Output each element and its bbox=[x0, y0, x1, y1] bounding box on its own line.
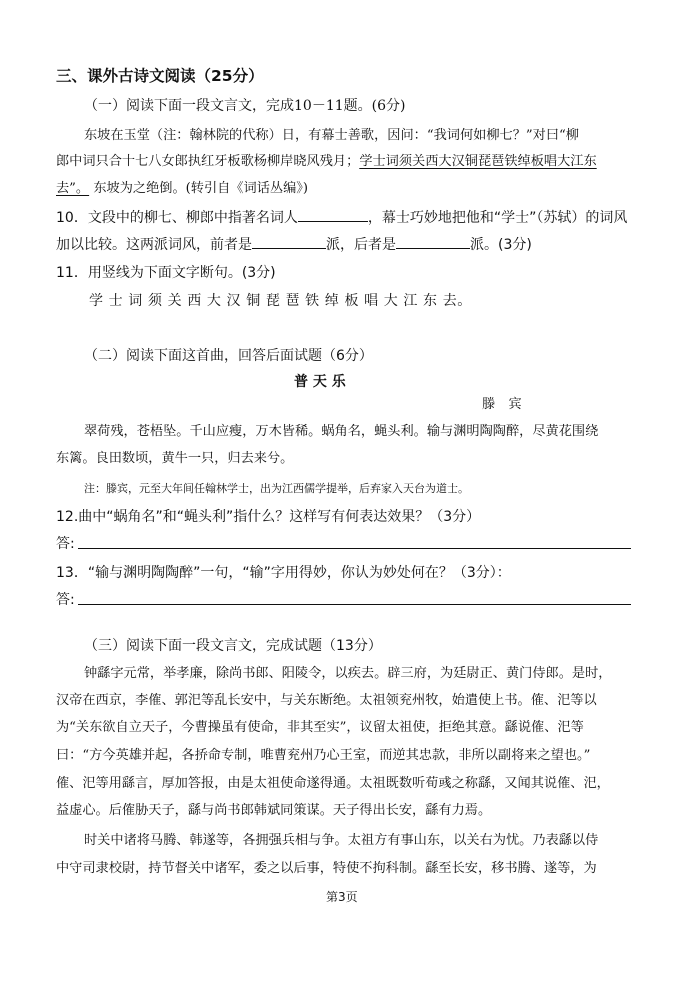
passage-line: 曰：“方今英雄并起，各挢命专制，唯曹兖州乃心王室，而逆其忠款，非所以副将来之望也。” bbox=[56, 748, 591, 763]
passage-line: 为“关东欲自立天子，今曹操虽有使命，非其至实”，议留太祖使，拒绝其意。繇说傕、汜等 bbox=[56, 720, 584, 735]
answer-line[interactable] bbox=[78, 548, 631, 549]
punctuation-text: 学 士 词 须 关 西 大 汉 铜 琵 琶 铁 绰 板 唱 大 江 东 去。 bbox=[89, 293, 472, 309]
underlined-sentence: 学士词须关西大汉铜琵琶铁绰板唱大江东 bbox=[359, 154, 597, 169]
question-text: ，幕士巧妙地把他和“学士”（苏轼）的词风 bbox=[367, 210, 628, 226]
part3-heading: （三）阅读下面一段文言文，完成试题（13分） bbox=[84, 638, 382, 654]
passage-line: 傕、汜等用繇言，厚加答报，由是太祖使命遂得通。太祖既数听荀彧之称繇，又闻其说傕、汜， bbox=[56, 776, 610, 791]
poem-line: 翠荷残，苍梧坠。千山应瘦，万木皆稀。蜗角名，蝇头利。输与渊明陶陶醉，尽黄花围绕 bbox=[84, 424, 599, 439]
answer-label: 答: bbox=[56, 592, 75, 608]
answer-label: 答: bbox=[56, 536, 75, 552]
passage-line bbox=[56, 150, 597, 169]
underlined-sentence: 去”。 bbox=[56, 181, 90, 196]
poem-line: 东篱。良田数顷，黄牛一只，归去来兮。 bbox=[56, 451, 294, 466]
answer-blank[interactable] bbox=[396, 234, 470, 249]
question-13: 13．“输与渊明陶陶醉”一句，“输”字用得妙，你认为妙处何在？（3分）： bbox=[56, 565, 511, 581]
passage-line: 东坡在玉堂（注：翰林院的代称）日，有幕士善歌，因问：“我词何如柳七？”对曰“柳 bbox=[84, 128, 579, 143]
passage-line: 中守司隶校尉，持节督关中诸军，委之以后事，特使不拘科制。繇至长安，移书腾、遂等，为 bbox=[56, 861, 597, 876]
part1-heading: （一）阅读下面一段文言文，完成10－11题。(6分) bbox=[84, 98, 406, 114]
question-12: 12.曲中“蜗角名”和“蝇头利”指什么？这样写有何表达效果？（3分） bbox=[56, 509, 481, 525]
question-text: 派，后者是 bbox=[326, 237, 396, 253]
answer-line[interactable] bbox=[78, 604, 631, 605]
passage-line: 时关中诸将马腾、韩遂等，各拥强兵相与争。太祖方有事山东，以关右为忧。乃表繇以侍 bbox=[84, 833, 599, 848]
passage-line: 益虚心。后傕胁天子，繇与尚书郎韩斌同策谋。天子得出长安，繇有力焉。 bbox=[56, 803, 492, 818]
section-title: 三、课外古诗文阅读（25分） bbox=[56, 67, 264, 85]
poem-title: 普 天 乐 bbox=[294, 374, 346, 390]
poem-note: 注：滕宾，元至大年间任翰林学士，出为江西儒学提举，后弃家入天台为道士。 bbox=[84, 482, 469, 495]
passage-line: 汉帝在西京，李傕、郭汜等乱长安中，与关东断绝。太祖领兖州牧，始遣使上书。傕、汜等以 bbox=[56, 693, 597, 708]
answer-blank[interactable] bbox=[252, 234, 326, 249]
passage-text: 郎中词只合十七八女郎执红牙板歌杨柳岸晓风残月； bbox=[56, 154, 360, 169]
question-text: 10．文段中的柳七、柳郎中指著名词人 bbox=[56, 210, 298, 226]
passage-text: 东坡为之绝倒。(转引自《词话丛编》) bbox=[89, 181, 309, 196]
answer-blank[interactable] bbox=[298, 207, 368, 222]
page-number: 第3页 bbox=[326, 890, 358, 904]
question-10-cont bbox=[56, 234, 532, 254]
part2-heading: （二）阅读下面这首曲，回答后面试题（6分） bbox=[84, 348, 373, 364]
poem-author: 滕 宾 bbox=[482, 397, 522, 412]
question-text: 派。(3分) bbox=[470, 237, 532, 253]
passage-line: 钟繇字元常，举孝廉，除尚书郎、阳陵令，以疾去。辟三府，为廷尉正、黄门侍郎。是时， bbox=[84, 666, 612, 681]
question-11: 11．用竖线为下面文字断句。(3分) bbox=[56, 265, 276, 281]
question-10 bbox=[56, 207, 627, 227]
question-text: 加以比较。这两派词风，前者是 bbox=[56, 237, 252, 253]
passage-line bbox=[56, 177, 308, 196]
